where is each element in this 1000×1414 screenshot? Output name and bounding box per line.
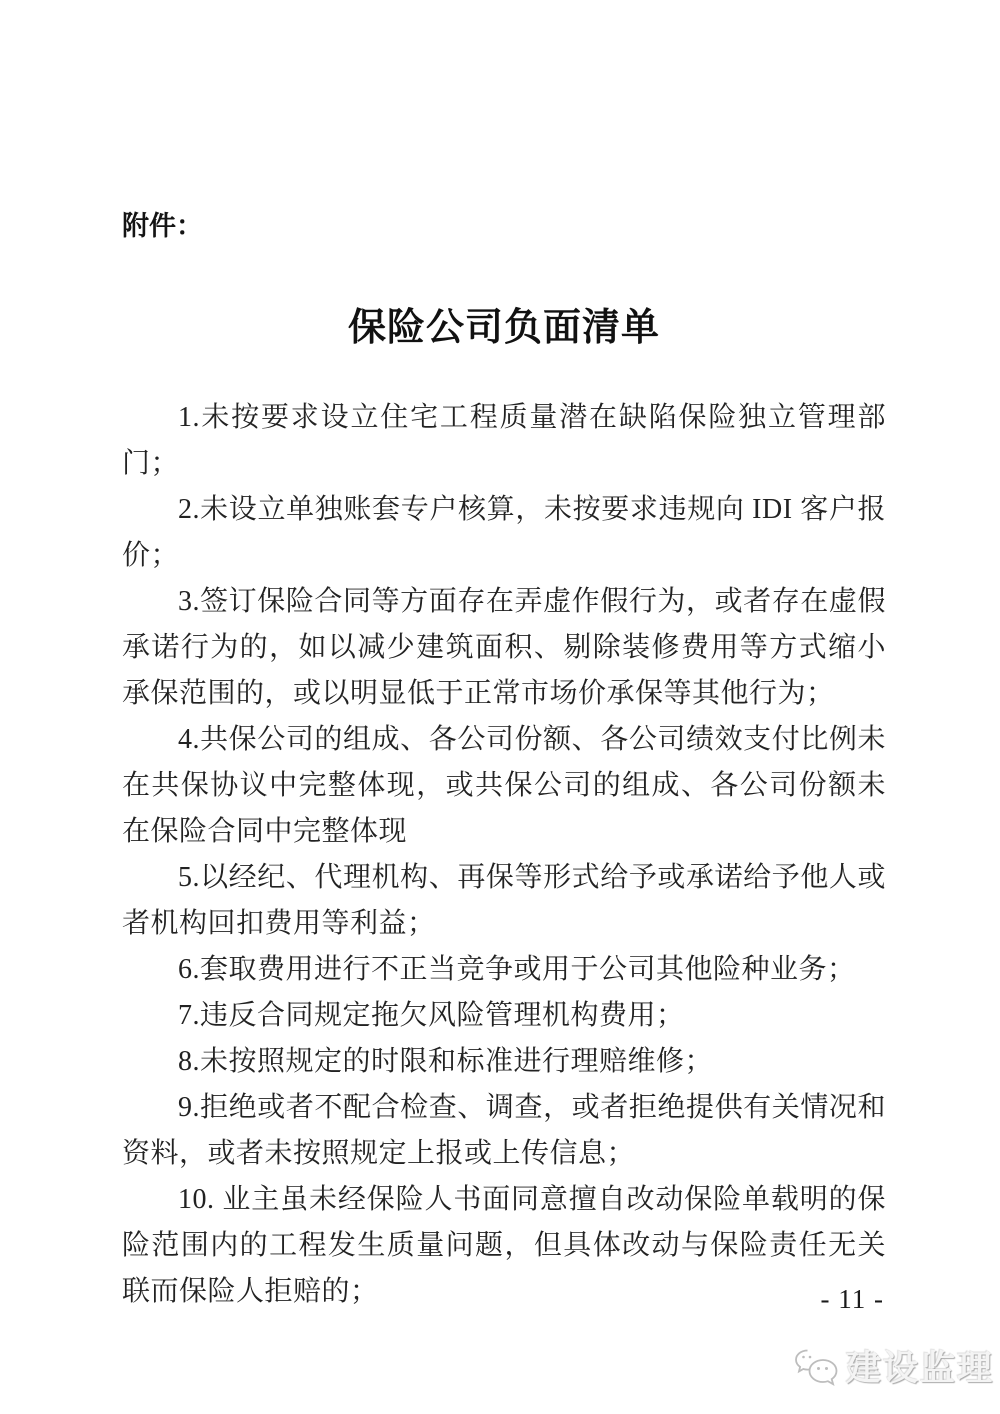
- list-item: 1.未按要求设立住宅工程质量潜在缺陷保险独立管理部门；: [122, 402, 886, 480]
- list-item: 10. 业主虽未经保险人书面同意擅自改动保险单载明的保险范围内的工程发生质量问题，但具体改动与保险责任无关联而保险人拒赔的；: [122, 1184, 886, 1308]
- list-item: 9.拒绝或者不配合检查、调查，或者拒绝提供有关情况和资料，或者未按照规定上报或上传信息；: [122, 1092, 886, 1170]
- list-item: 7.违反合同规定拖欠风险管理机构费用；: [178, 1000, 685, 1032]
- list-item: 5.以经纪、代理机构、再保等形式给予或承诺给予他人或者机构回扣费用等利益；: [122, 862, 886, 940]
- list-item: 8.未按照规定的时限和标准进行理赔维修；: [178, 1046, 714, 1078]
- watermark: [793, 1346, 994, 1390]
- list-item: 2.未设立单独账套专户核算，未按要求违规向 IDI 客户报价；: [122, 494, 886, 572]
- attachment-label: 附件：: [122, 211, 203, 241]
- watermark-text: 建设监理: [845, 1348, 994, 1388]
- page-title: 保险公司负面清单: [347, 306, 660, 349]
- page-number: - 11 -: [820, 1284, 884, 1314]
- list-item: 4.共保公司的组成、各公司份额、各公司绩效支付比例未在共保协议中完整体现，或共保公司的组成、各公司份额未在保险合同中完整体现: [122, 724, 886, 848]
- list-item: 3.签订保险合同等方面存在弄虚作假行为，或者存在虚假承诺行为的，如以减少建筑面积、剔除装修费用等方式缩小承保范围的，或以明显低于正常市场价承保等其他行为；: [122, 586, 886, 710]
- negative-list: [122, 395, 886, 1315]
- wechat-icon: [793, 1346, 841, 1390]
- list-item: 6.套取费用进行不正当竞争或用于公司其他险种业务；: [178, 954, 856, 986]
